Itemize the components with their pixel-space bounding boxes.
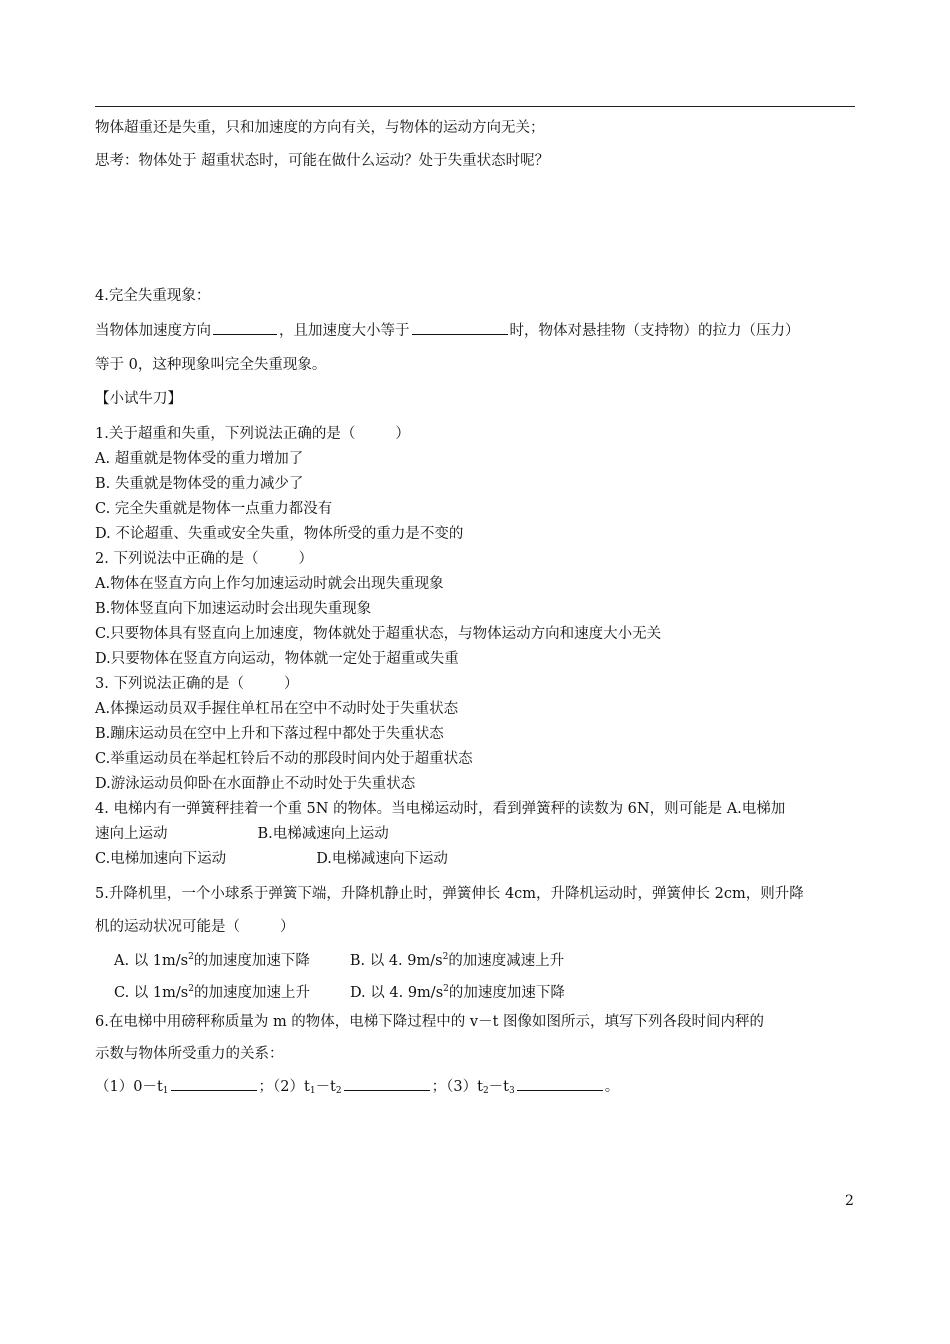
option: C.举重运动员在举起杠铃后不动的那段时间内处于超重状态 [95, 751, 473, 767]
header-rule [95, 106, 855, 107]
question-6: 6.在电梯中用磅秤称质量为 m 的物体，电梯下降过程中的 v－t 图像如图所示，填写下列各段时间内秤的 [95, 1014, 765, 1030]
option-row: C.电梯加速向下运动 D.电梯减速向下运动 [95, 851, 448, 867]
question-2: 2. 下列说法中正确的是（ ） [95, 551, 313, 567]
option: D.只要物体在竖直方向运动，物体就一定处于超重或失重 [95, 651, 459, 667]
option: A.物体在竖直方向上作匀加速运动时就会出现失重现象 [95, 576, 444, 592]
question-4: 4. 电梯内有一弹簧秤挂着一个重 5N 的物体。当电梯运动时，看到弹簧秤的读数为 6N，则可能是 A.电梯加 [95, 801, 786, 817]
answer-blank[interactable] [213, 320, 277, 335]
option: B.蹦床运动员在空中上升和下落过程中都处于失重状态 [95, 726, 444, 742]
question-1: 1.关于超重和失重，下列说法正确的是（ ） [95, 426, 410, 442]
option: B.物体竖直向下加速运动时会出现失重现象 [95, 601, 372, 617]
question-3: 3. 下列说法正确的是（ ） [95, 676, 299, 692]
section-heading-4: 4.完全失重现象： [95, 288, 211, 304]
answer-blank[interactable] [412, 320, 508, 335]
option: B. 失重就是物体受的重力减少了 [95, 476, 304, 492]
option: A.体操运动员双手握住单杠吊在空中不动时处于失重状态 [95, 701, 459, 717]
option-row: 速向上运动 B.电梯减速向上运动 [95, 826, 389, 842]
question-6-cont: 示数与物体所受重力的关系： [95, 1046, 284, 1062]
option: C. 完全失重就是物体一点重力都没有 [95, 501, 333, 517]
question-6-blanks: $(1)0-t_1$ ；$(2)t_1-t_2$ ；$(3)t_2-t_3$ 。 [95, 1076, 619, 1101]
text-line: 物体超重还是失重，只和加速度的方向有关，与物体的运动方向无关； [95, 120, 545, 136]
option-row: A. 以 $1m/s^2$的加速度加速下降 B. 以 4. $9m/s^2$的加速度减速上升 [114, 952, 565, 969]
answer-blank[interactable] [344, 1076, 430, 1091]
option: D.游泳运动员仰卧在水面静止不动时处于失重状态 [95, 776, 416, 792]
think-question: 思考：物体处于 超重状态时，可能在做什么运动？处于失重状态时呢？ [95, 153, 550, 169]
option: D. 不论超重、失重或安全失重，物体所受的重力是不变的 [95, 526, 464, 542]
fill-in-statement: 当物体加速度方向 ，且加速度大小等于 时，物体对悬挂物（支持物）的拉力（压力） [95, 320, 800, 341]
answer-blank[interactable] [517, 1076, 603, 1091]
text-line: 等于 0，这种现象叫完全失重现象。 [95, 357, 327, 373]
option: C.只要物体具有竖直向上加速度，物体就处于超重状态，与物体运动方向和速度大小无关 [95, 626, 662, 642]
question-5-cont: 机的运动状况可能是（ ） [95, 919, 295, 935]
answer-blank[interactable] [171, 1076, 257, 1091]
section-title: 【小试牛刀】 [95, 391, 182, 407]
page-number: 2 [845, 1193, 854, 1209]
option: A. 超重就是物体受的重力增加了 [95, 451, 304, 467]
option-row: C. 以 $1m/s^2$的加速度加速上升 D. 以 4. $9m/s^2$的加速度加速下降 [114, 984, 565, 1001]
question-5: 5.升降机里，一个小球系于弹簧下端，升降机静止时，弹簧伸长 4cm，升降机运动时，弹簧伸长 2cm，则升降 [95, 886, 804, 902]
